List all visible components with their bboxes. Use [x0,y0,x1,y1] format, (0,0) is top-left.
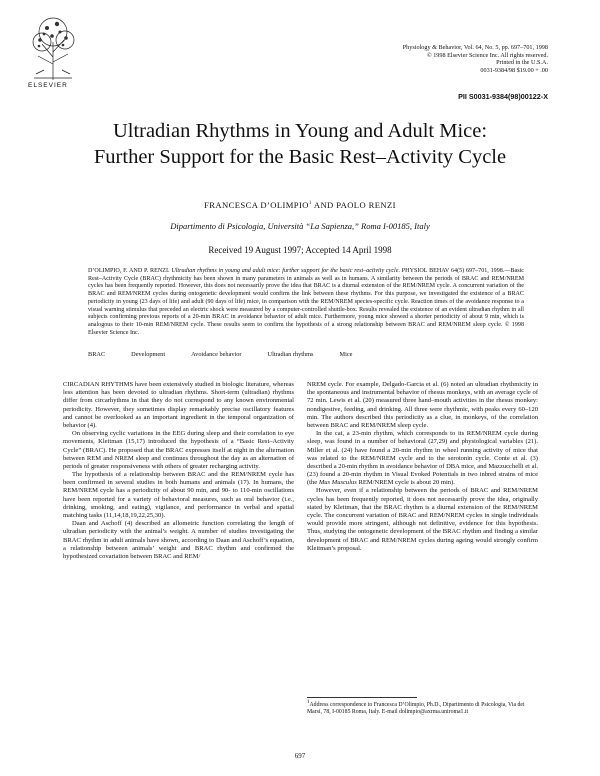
author-footnote-marker: 1 [308,201,312,207]
abstract-citation: D’OLIMPIO, F. AND P. RENZI. [88,268,170,274]
abstract-body: —Basic Rest–Activity Cycle (BRAC) rhythmicity has been shown in many parameters in animals as well as in humans. A similarity between the periods of BRAC and REM/NREM cycles has been frequently reported. However, this does not necessarily prove the idea that BRAC is a diurnal extension of the REM/NREM cycle. A concurrent variation of the BRAC and REM/NREM cycles during ontogenetic development would confirm the link between these rhythms. For this purpose, we investigated the existence of a BRAC periodicity in young (23 days of life) and adult (90 days of life) mice, in comparison with the REM/NREM species-specific cycle. Reaction times of the avoidance response to a visual warning stimulus that preceded an electric shock were measured by a computer-controlled shuttle-box. Results revealed the existence of an evident ultradian rhythm in all subjects confirming previous reports of a 20-min BRAC in avoidance behavior of adult mice. Furthermore, young mice showed a shorter periodicity of about 9 min, which is analogous to their 10-min REM/NREM cycle. These results seem to confirm the hypothesis of a strong relationship between BRAC and REM/NREM sleep cycle. © 1998 Elsevier Science Inc. [88,268,524,336]
author-1: FRANCESCA D’OLIMPIO [204,200,309,210]
keyword: BRAC [88,351,106,358]
journal-line: © 1998 Elsevier Science Inc. All rights reserved. [426,51,548,59]
elsevier-tree-logo [30,12,76,82]
article-title [0,118,600,170]
affiliation: Dipartimento di Psicologia, Università “La Sapienza,” Roma I-00185, Italy [170,221,430,231]
pii-code: PII S0031-9384(98)00122-X [458,92,548,101]
keywords [88,351,528,358]
title-line-2: Further Support for the Basic Rest–Activity Cycle [93,146,507,168]
paragraph: CIRCADIAN RHYTHMS have been extensively studied in biologic literature, whereas less attention has been devoted to ultradian rhythms. Short-term (ultradian) rhythms differ from circarhythms in that they do not correspond to any known environmental periodicity. However, they sometimes display remarkably precise oscillatory features and cannot be overlooked as an important ingredient in the temporal organization of behavior (4). [63,381,294,429]
paragraph: However, even if a relationship between the periods of BRAC and REM/NREM cycles has been frequently reported, it does not necessarily prove the idea, originally stated by Kleitman, that the BRAC rhythm is a diurnal extension of the REM/NREM cycle. The concurrent variation of BRAC and REM/NREM cycles in single individuals would provide more stringent, although not definitive, evidence for this hypothesis. Thus, studying the ontogenetic development of the BRAC rhythm and finding a similar development of BRAC and REM/NREM cycles during ageing would strongly confirm Kleitman’s proposal. [307,487,538,552]
abstract-citation-journal: PHYSIOL BEHAV 64(5) 697–701, 1998. [401,268,505,274]
abstract-citation-title: Ultradian rhythms in young and adult mice: further support for the basic rest–activity cycle. [171,268,400,274]
publisher-logo-text: ELSEVIER [28,82,68,89]
paragraph: In the cat, a 23-min rhythm, which corresponds to its REM/NREM cycle during sleep, was found in a number of behavioral (27,29) and physiological variables (21). Miller et al. (24) have found a 20-min rhythm in wheel running activity of mice that was related to the REM/NREM cycle and to the serotonin cycle. Conte et al. (3) described a 20-min rhythm in avoidance behavior of DBA mice, and Mazzucchelli et al. (23) found a 20-min rhythm in Visual Evoked Potentials in two inbred strains of mice (the Mus Musculus REM/NREM cycle is about 20 min). [307,430,538,487]
abstract [88,268,524,337]
species-name: Mus Musculus [318,479,357,487]
keyword: Mice [339,351,353,358]
footnote-text: Address correspondence to Francesca D’Olimpio, Ph.D., Dipartimento di Psicologia, Via dei Marsi, 78, I-00185 Roma, Italy. E-mail dolimpio@axrma.uniroma1.it [307,702,525,716]
paragraph-lead: CIRCADIAN RHYTHMS [63,381,134,388]
journal-line: 0031-9384/98 $19.00 + .00 [480,66,548,74]
body-column-right [307,381,538,553]
keyword: Ultradian rhythms [267,351,314,358]
journal-citation [288,44,548,74]
author-list [0,200,600,210]
keyword: Development [131,351,166,358]
author-2: AND PAOLO RENZI [311,200,396,210]
footnote-marker: 1 [307,700,310,706]
journal-line: Physiology & Behavior, Vol. 64, No. 5, pp. 697–701, 1998 [402,44,548,51]
body-column-left [63,381,294,561]
page-number: 697 [294,752,306,760]
footnote [307,702,538,716]
received-dates: Received 19 August 1997; Accepted 14 April 1998 [208,245,392,255]
footnote-rule [307,697,417,698]
paragraph: On observing cyclic variations in the EEG during sleep and their correlation to eye movements, Kleitman (15,17) introduced the hypothesis of a “Basic Rest–Activity Cycle” (BRAC). He proposed that the BRAC expresses itself at night in the alternation between REM and NREM sleep and continues throughout the day as an alternation of periods of greater responsiveness with others of greater recharging activity. [63,430,294,470]
paragraph: Daan and Aschoff (4) described an allometric function correlating the length of ultradian periodicity with the animal’s weight. A number of studies investigating the BRAC rhythm in adult animals have shown, according to Daan and Aschoff’s equation, a relationship between animals’ weight and BRAC rhythm and confirmed the hypothesized covariation between BRAC and REM/ [63,520,294,560]
paragraph: NREM cycle. For example, Delgado-Garcia et al. (6) noted an ultradian rhythmicity in the spontaneous and instrumental behavior of rhesus monkeys, with an average cycle of 72 min. Lewis et al. (20) measured three hand–mouth activities in the rhesus monkey: nondigestive, feeding, and drinking. All three were rhythmic, with peaks every 60–120 min. The authors described this periodicity as a clue, in monkeys, of the correlation between BRAC and REM/NREM sleep cycle. [307,381,538,429]
title-line-1: Ultradian Rhythms in Young and Adult Mice: [112,120,488,142]
paragraph: The hypothesis of a relationship between BRAC and the REM/NREM cycle has been confirmed in several studies in both humans and animals (17). In humans, the REM/NREM cycle has a periodicity of about 90 min, and 90- to 110-min oscillations have been reported for a variety of behavioral measures, such as oral behavior (i.e., drinking, smoking, and eating), vigilance, and performance in verbal and spatial matching tasks (11,14,18,19,22,25,30). [63,471,294,519]
journal-line: Printed in the U.S.A. [496,59,548,67]
keyword: Avoidance behavior [191,351,242,358]
